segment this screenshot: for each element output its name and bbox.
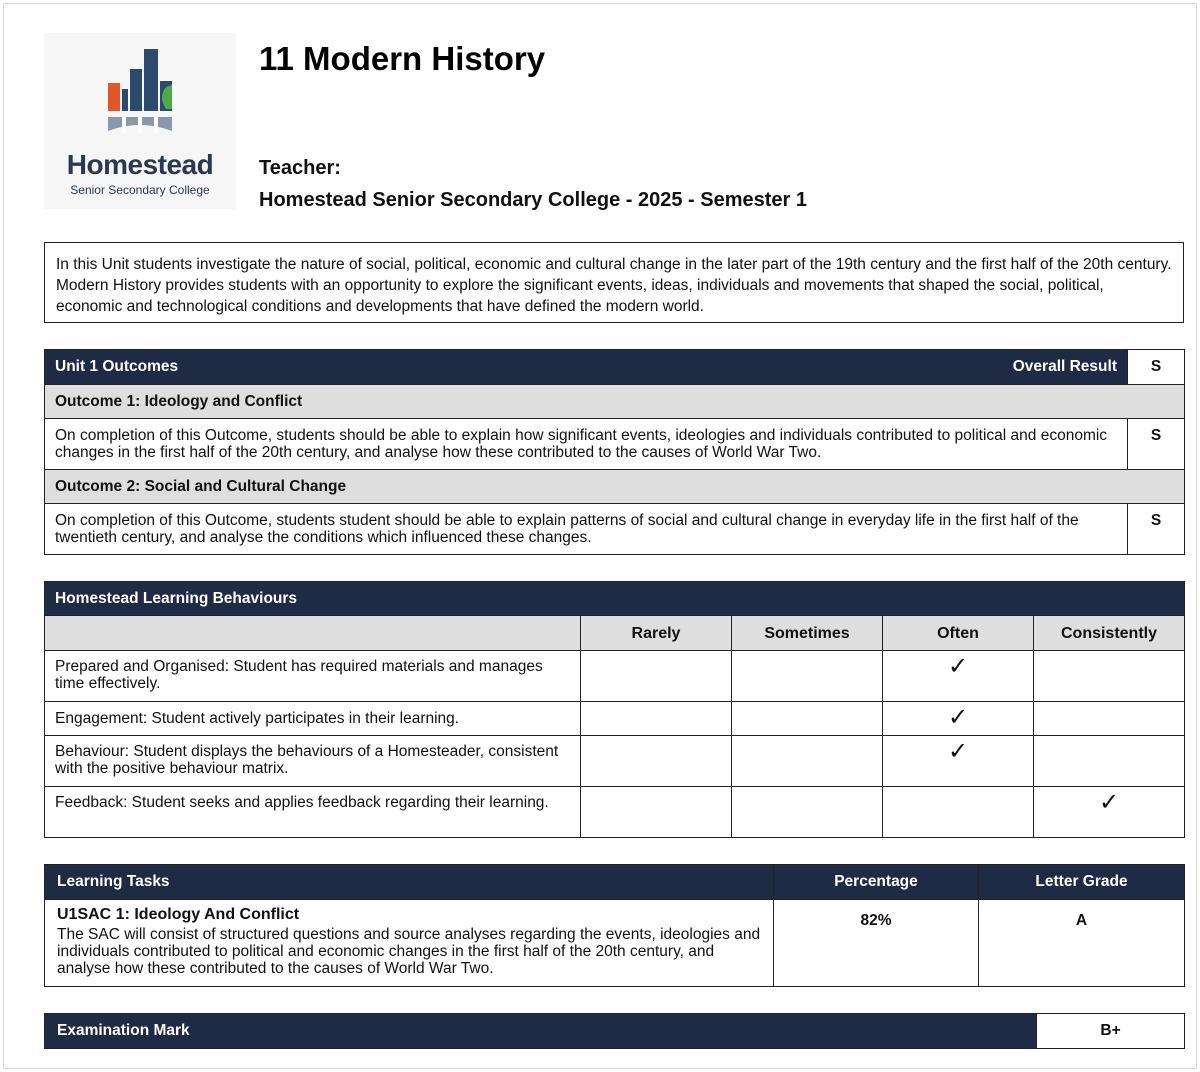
examination-mark-label: Examination Mark [45, 1014, 1037, 1049]
rating-cell-sometimes [732, 787, 883, 838]
behaviour-text: Feedback: Student seeks and applies feedback regarding their learning. [45, 787, 581, 838]
overall-result-label: Overall Result [1012, 358, 1117, 375]
logo-wordmark: Homestead [66, 149, 214, 180]
rating-cell-often [883, 651, 1034, 702]
homestead-logo-mark-icon [108, 47, 176, 143]
teacher-label: Teacher: [259, 157, 341, 179]
rating-cell-often [883, 736, 1034, 787]
behaviour-row [45, 702, 1185, 736]
outcome-description: On completion of this Outcome, students should be able to explain how significant events, ideologies and individuals contributed to political and economic changes in the first half of the 20th century, and analyse how these contributed to the causes of World War Two. [45, 419, 1128, 470]
behaviour-row [45, 651, 1185, 702]
school-logo [44, 33, 236, 209]
rating-cell-sometimes [732, 651, 883, 702]
behaviour-row [45, 787, 1185, 838]
task-description: The SAC will consist of structured questions and source analyses regarding the events, ideologies and individuals contributed to political and economic changes in the first half of the 20th century, and analyse how these contributed to the causes of World War Two. [57, 926, 761, 977]
checkmark-icon: ✓ [947, 704, 969, 731]
page-title: 11 Modern History [259, 40, 546, 77]
tasks-heading: Learning Tasks [45, 865, 774, 900]
checkmark-icon: ✓ [947, 653, 969, 680]
learning-tasks-table [44, 864, 1185, 987]
rating-cell-often [883, 702, 1034, 736]
outcomes-table [44, 349, 1185, 555]
rating-cell-consistently [1034, 702, 1185, 736]
checkmark-icon: ✓ [947, 738, 969, 765]
letter-grade-column-header: Letter Grade [979, 865, 1185, 900]
behaviour-text: Behaviour: Student displays the behaviours of a Homesteader, consistent with the positive behaviour matrix. [45, 736, 581, 787]
task-title: U1SAC 1: Ideology And Conflict [57, 906, 300, 923]
column-header-often: Often [883, 616, 1034, 651]
outcomes-heading-cell [45, 350, 1128, 385]
column-header-sometimes: Sometimes [732, 616, 883, 651]
behaviours-heading: Homestead Learning Behaviours [45, 582, 1185, 616]
rating-cell-sometimes [732, 736, 883, 787]
rating-cell-rarely [581, 787, 732, 838]
rating-cell-sometimes [732, 702, 883, 736]
examination-mark-value: B+ [1037, 1014, 1185, 1049]
overall-result-value: S [1128, 350, 1185, 385]
outcomes-heading: Unit 1 Outcomes [55, 358, 179, 375]
rating-cell-consistently [1034, 651, 1185, 702]
column-header-rarely: Rarely [581, 616, 732, 651]
logo-subtitle: Senior Secondary College [70, 183, 210, 197]
rating-cell-rarely [581, 702, 732, 736]
rating-cell-consistently [1034, 787, 1185, 838]
rating-cell-consistently [1034, 736, 1185, 787]
column-header-consistently: Consistently [1034, 616, 1185, 651]
task-cell [45, 900, 774, 987]
task-letter-grade: A [979, 900, 1185, 987]
percentage-column-header: Percentage [774, 865, 979, 900]
rating-cell-often [883, 787, 1034, 838]
unit-description: In this Unit students investigate the nature of social, political, economic and cultural change in the later part of the 19th century and the first half of the 20th century. Modern History provides students with an opportunity to explore the significant events, ideas, individuals and movements that shaped the social, political, economic and technological conditions and developments that have defined the modern world. [44, 242, 1184, 323]
learning-behaviours-table [44, 581, 1185, 838]
behaviour-text: Engagement: Student actively participates in their learning. [45, 702, 581, 736]
outcome-title: Outcome 1: Ideology and Conflict [45, 385, 1185, 419]
behaviour-row [45, 736, 1185, 787]
checkmark-icon: ✓ [1098, 789, 1120, 816]
behaviour-text: Prepared and Organised: Student has required materials and manages time effectively. [45, 651, 581, 702]
college-semester-line: Homestead Senior Secondary College - 2025 - Semester 1 [259, 189, 807, 211]
task-percentage: 82% [774, 900, 979, 987]
outcome-result: S [1128, 504, 1185, 555]
outcome-description: On completion of this Outcome, students student should be able to explain patterns of social and cultural change in everyday life in the first half of the twentieth century, and analyse the conditions which influenced these changes. [45, 504, 1128, 555]
rating-cell-rarely [581, 651, 732, 702]
outcome-result: S [1128, 419, 1185, 470]
behaviour-column-blank [45, 616, 581, 651]
outcome-title: Outcome 2: Social and Cultural Change [45, 470, 1185, 504]
task-row [45, 900, 1185, 987]
rating-cell-rarely [581, 736, 732, 787]
examination-mark-table [44, 1013, 1185, 1049]
